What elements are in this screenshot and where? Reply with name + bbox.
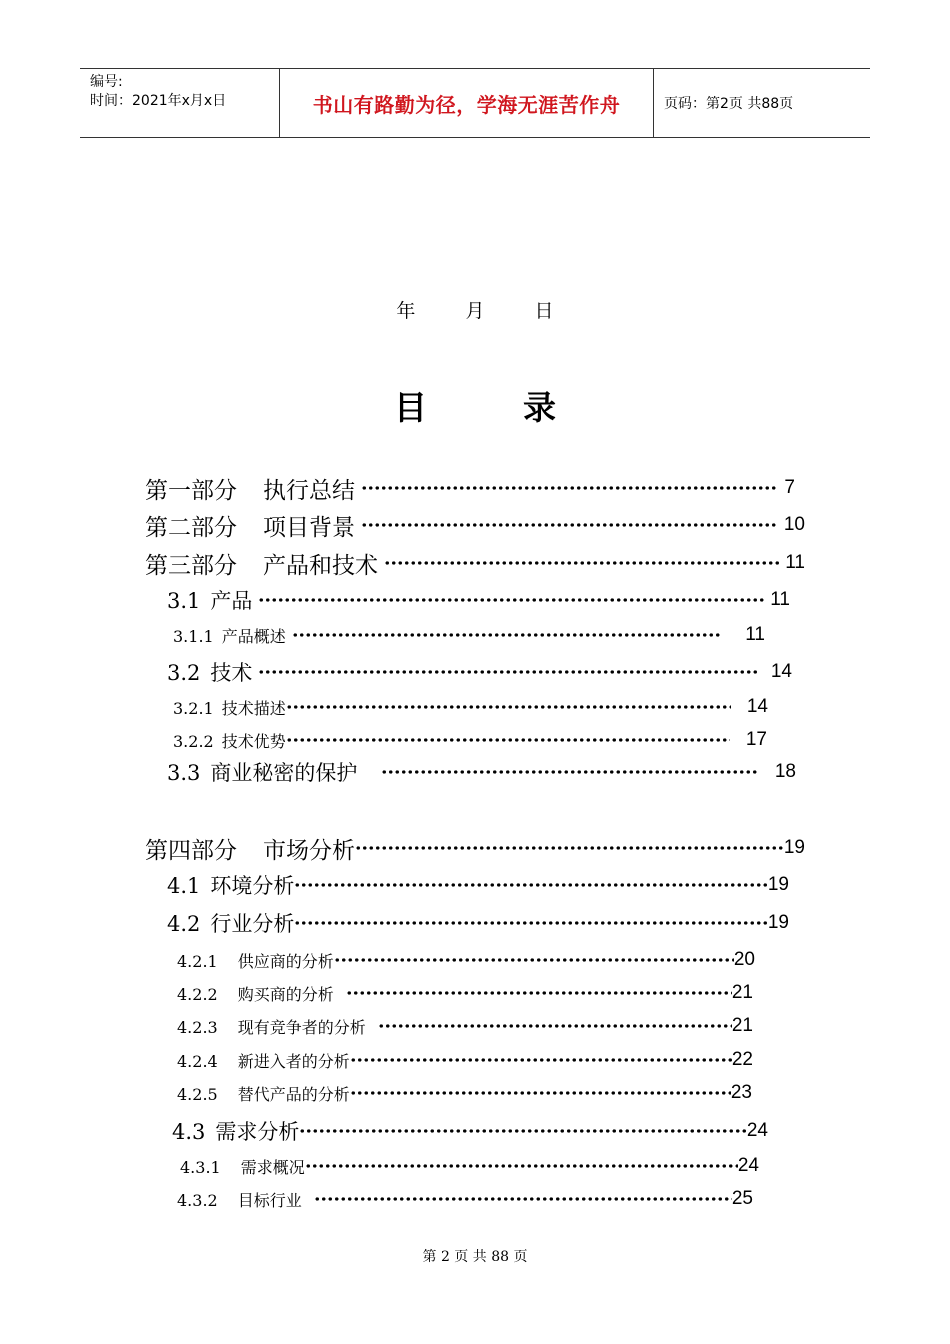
toc-entry[interactable] [172,1116,768,1146]
dot-leader [258,598,764,602]
toc-entry-number: 4.3.1 [180,1157,221,1177]
toc-entry-title: 替代产品的分析 [237,1084,350,1104]
toc-entry[interactable] [145,473,795,503]
toc-entry-number: 3.3 [167,761,201,785]
toc-entry-number: 3.1.1 [173,626,214,646]
toc-entry[interactable] [173,620,765,650]
dot-leader [334,958,734,962]
toc-entry-title: 现有竞争者的分析 [237,1017,366,1037]
dot-leader [378,1024,732,1028]
toc-entry-number: 第二部分 [145,514,237,541]
toc-entry-number: 4.2.5 [177,1084,218,1104]
toc-entry-number: 4.1 [167,874,201,898]
toc-entry-page: 18 [774,761,796,782]
header-page-info: 页码：第2页 共88页 [664,96,794,112]
toc-entry[interactable] [177,978,753,1008]
toc-entry-page: 11 [785,552,805,573]
toc-entry-page: 7 [784,477,795,498]
dot-leader [294,921,767,925]
date-year: 年 [396,300,416,322]
toc-entry-title: 行业分析 [210,912,295,936]
toc-entry-number: 4.2.4 [177,1051,218,1071]
dot-leader [292,633,722,637]
toc-entry-number: 3.1 [167,589,201,613]
dot-leader [381,770,758,774]
toc-entry[interactable] [177,1011,753,1041]
date-line [0,296,950,323]
toc-entry-page: 25 [731,1188,753,1209]
toc-entry-title: 需求分析 [215,1120,300,1144]
toc-entry[interactable] [173,692,768,722]
toc-entry-number: 第四部分 [145,837,237,864]
toc-entry-number: 4.3.2 [177,1190,218,1210]
toc-title-char-1: 目 [394,388,427,427]
dot-leader [294,883,767,887]
dot-leader [305,1164,738,1168]
toc-entry-page: 19 [767,874,789,895]
serial-label: 编号: [90,74,123,90]
toc-entry[interactable] [145,548,805,578]
toc-entry-title: 目标行业 [237,1190,302,1210]
toc-entry[interactable] [145,510,805,540]
toc-entry[interactable] [177,1078,752,1108]
dot-leader [286,738,730,742]
toc-entry[interactable] [177,1184,753,1214]
toc-entry-title: 技术优势 [221,731,286,751]
toc-entry-number: 3.2.1 [173,698,214,718]
toc-entry[interactable] [167,870,789,900]
dot-leader [299,1129,746,1133]
toc-entry-page: 21 [731,1015,753,1036]
dot-leader [355,846,784,850]
toc-entry-page: 14 [746,696,768,717]
toc-entry-title: 产品 [210,589,253,613]
toc-entry-title: 产品和技术 [263,552,378,579]
toc-entry-page: 21 [731,982,753,1003]
toc-entry-title: 商业秘密的保护 [210,761,358,785]
page-footer: 第 2 页 共 88 页 [422,1249,528,1265]
toc-entry-title: 环境分析 [210,874,295,898]
toc-entry-title: 技术描述 [221,698,286,718]
toc-entry[interactable] [180,1151,759,1181]
page-header [80,68,870,138]
toc-entry-title: 供应商的分析 [237,951,334,971]
header-meta [80,69,280,137]
date-month: 月 [465,300,485,322]
toc-entry[interactable] [167,585,790,615]
toc-title-char-2: 录 [523,388,556,427]
toc-entry-number: 4.2 [167,912,201,936]
toc-entry[interactable] [177,945,755,975]
toc-entry-title: 技术 [210,661,253,685]
header-motto: 书山有路勤为径，学海无涯苦作舟 [280,69,654,137]
date-day: 日 [534,300,554,322]
toc-entry-title: 产品概述 [221,626,286,646]
toc-entry-title: 购买商的分析 [237,984,334,1004]
toc-entry-page: 23 [730,1082,752,1103]
toc-entry-page: 11 [745,624,765,645]
toc-entry-page: 10 [783,514,805,535]
dot-leader [361,486,778,490]
toc-entry-number: 4.2.1 [177,951,218,971]
toc-entry-number: 第三部分 [145,552,237,579]
toc-entry-number: 3.2.2 [173,731,214,751]
toc-entry-number: 4.2.2 [177,984,218,1004]
toc-entry[interactable] [173,725,767,755]
dot-leader [384,561,779,565]
toc-entry-page: 20 [733,949,755,970]
toc-entry-number: 3.2 [167,661,201,685]
toc-entry-page: 19 [767,912,789,933]
toc-entry-number: 第一部分 [145,477,237,504]
toc-entry[interactable] [177,1045,753,1075]
toc-entry-title: 市场分析 [263,837,355,864]
toc-title [0,382,950,429]
dot-leader [314,1197,732,1201]
toc-entry-number: 4.3 [172,1120,206,1144]
toc-entry-title: 新进入者的分析 [237,1051,350,1071]
toc-entry[interactable] [167,657,792,687]
dot-leader [361,523,778,527]
toc-entry-page: 19 [783,837,805,858]
toc-entry-page: 24 [746,1120,768,1141]
toc-entry-title: 执行总结 [263,477,355,504]
toc-entry-title: 项目背景 [263,514,355,541]
toc-entry[interactable] [167,908,789,938]
toc-entry-title: 需求概况 [240,1157,305,1177]
toc-entry-page: 14 [770,661,792,682]
dot-leader [346,991,732,995]
toc-entry-page: 22 [731,1049,753,1070]
toc-entry-page: 11 [770,589,790,610]
toc-entry[interactable] [145,833,805,863]
dot-leader [286,705,731,709]
toc-entry[interactable] [167,757,796,787]
dot-leader [350,1091,731,1095]
toc-entry-page: 17 [745,729,767,750]
toc-entry-page: 24 [737,1155,759,1176]
time-label: 时间：2021年x月x日 [90,93,227,109]
dot-leader [350,1058,732,1062]
dot-leader [258,670,756,674]
toc-entry-number: 4.2.3 [177,1017,218,1037]
